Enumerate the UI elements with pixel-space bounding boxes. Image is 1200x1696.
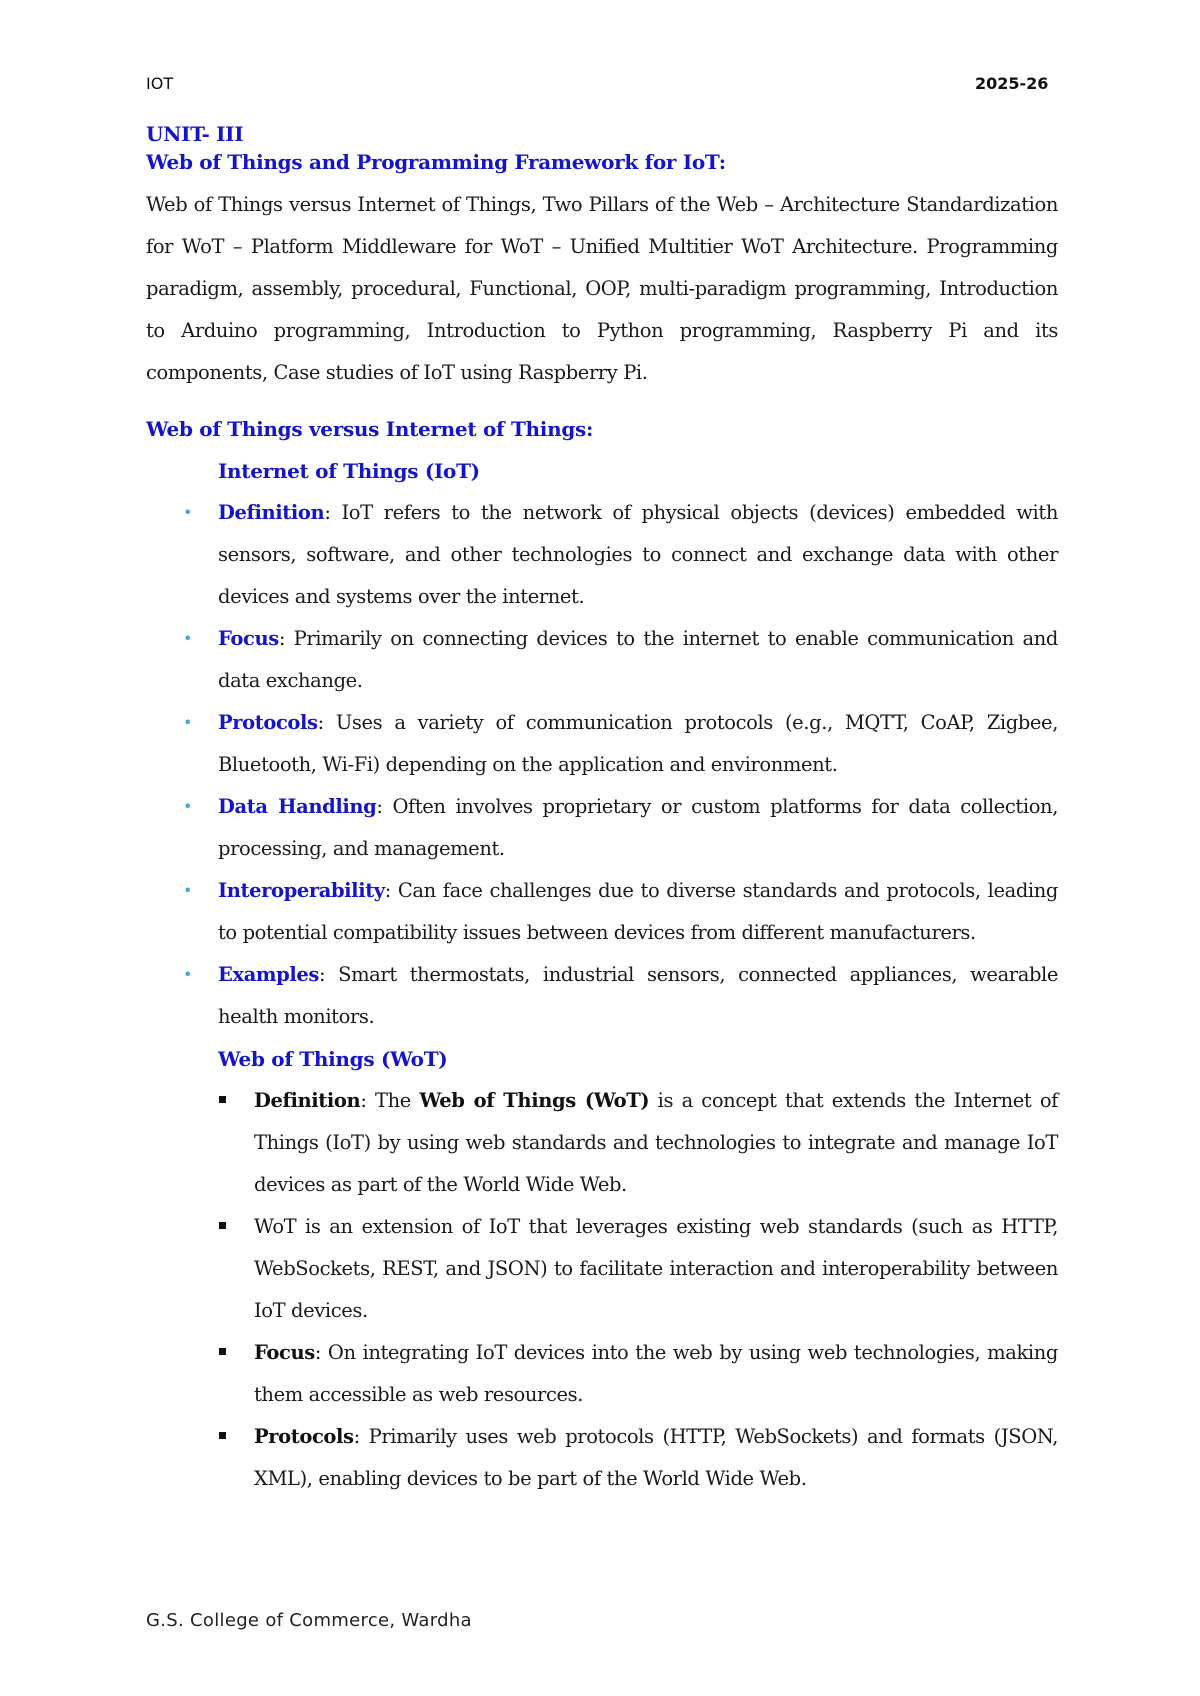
list-item xyxy=(183,786,1058,870)
item-text: : Primarily on connecting devices to the internet to enable communication and data exchange. xyxy=(218,627,1058,692)
item-text: : IoT refers to the network of physical objects (devices) embedded with sensors, software, and other technologies to connect and exchange data with other devices and systems over the internet. xyxy=(218,501,1058,608)
unit-title: Web of Things and Programming Framework for IoT: xyxy=(146,150,726,174)
term: Focus xyxy=(218,627,279,650)
term: Definition xyxy=(218,501,325,524)
list-item xyxy=(183,492,1058,618)
item-pre-text: : The xyxy=(360,1089,420,1112)
item-text: : Often involves proprietary or custom platforms for data collection, processing, and management. xyxy=(218,795,1058,860)
syllabus-paragraph: Web of Things versus Internet of Things, Two Pillars of the Web – Architecture Standardization for WoT – Platform Middleware for WoT – Unified Multitier WoT Architecture. Programming paradigm, assembly, procedural, Functional, OOP, multi-paradigm programming, Introduction to Arduino programming, Introduction to Python programming, Raspberry Pi and its components, Case studies of IoT using Raspberry Pi. xyxy=(146,193,1058,384)
header-year: 2025-26 xyxy=(975,74,1049,93)
bullet-dot-icon: • xyxy=(183,965,193,984)
term: Data Handling xyxy=(218,795,377,818)
term: Protocols xyxy=(254,1425,354,1448)
inline-bold-term: Web of Things (WoT) xyxy=(419,1089,650,1112)
unit-label: UNIT- III xyxy=(146,122,244,146)
bullet-dot-icon: • xyxy=(183,629,193,648)
header-subject: IOT xyxy=(146,74,174,93)
item-text: : Smart thermostats, industrial sensors, connected appliances, wearable health monitors. xyxy=(218,963,1058,1028)
term: Definition xyxy=(254,1089,361,1112)
list-item xyxy=(254,1080,1058,1206)
iot-list xyxy=(146,492,1058,1038)
wot-subtitle: Web of Things (WoT) xyxy=(218,1047,448,1071)
bullet-dot-icon: • xyxy=(183,503,193,522)
iot-subtitle: Internet of Things (IoT) xyxy=(218,459,480,483)
term: Focus xyxy=(254,1341,315,1364)
bullet-dot-icon: • xyxy=(183,713,193,732)
list-item xyxy=(254,1206,1058,1332)
term: Protocols xyxy=(218,711,318,734)
item-text: WoT is an extension of IoT that leverages existing web standards (such as HTTP, WebSockets, REST, and JSON) to facilitate interaction and interoperability between IoT devices. xyxy=(254,1215,1058,1322)
list-item xyxy=(183,618,1058,702)
list-item xyxy=(183,870,1058,954)
list-item xyxy=(254,1332,1058,1416)
square-bullet-icon xyxy=(219,1432,226,1439)
bullet-dot-icon: • xyxy=(183,797,193,816)
item-text: : Primarily uses web protocols (HTTP, WebSockets) and formats (JSON, XML), enabling devices to be part of the World Wide Web. xyxy=(254,1425,1058,1490)
square-bullet-icon xyxy=(219,1348,226,1355)
item-text: : Uses a variety of communication protocols (e.g., MQTT, CoAP, Zigbee, Bluetooth, Wi-Fi) depending on the application and environment. xyxy=(218,711,1058,776)
bullet-dot-icon: • xyxy=(183,881,193,900)
wot-list xyxy=(146,1080,1058,1500)
square-bullet-icon xyxy=(219,1096,226,1103)
page-footer: G.S. College of Commerce, Wardha xyxy=(146,1610,472,1631)
term: Interoperability xyxy=(218,879,385,902)
item-text: : Can face challenges due to diverse standards and protocols, leading to potential compatibility issues between devices from different manufacturers. xyxy=(218,879,1058,944)
item-text: is a concept that extends the Internet of Things (IoT) by using web standards and technologies to integrate and manage IoT devices as part of the World Wide Web. xyxy=(254,1089,1058,1196)
document-body xyxy=(146,120,1058,1500)
list-item xyxy=(183,954,1058,1038)
list-item xyxy=(183,702,1058,786)
term: Examples xyxy=(218,963,319,986)
item-text: : On integrating IoT devices into the web by using web technologies, making them accessible as web resources. xyxy=(254,1341,1058,1406)
square-bullet-icon xyxy=(219,1222,226,1229)
list-item xyxy=(254,1416,1058,1500)
section-title: Web of Things versus Internet of Things: xyxy=(146,417,594,441)
